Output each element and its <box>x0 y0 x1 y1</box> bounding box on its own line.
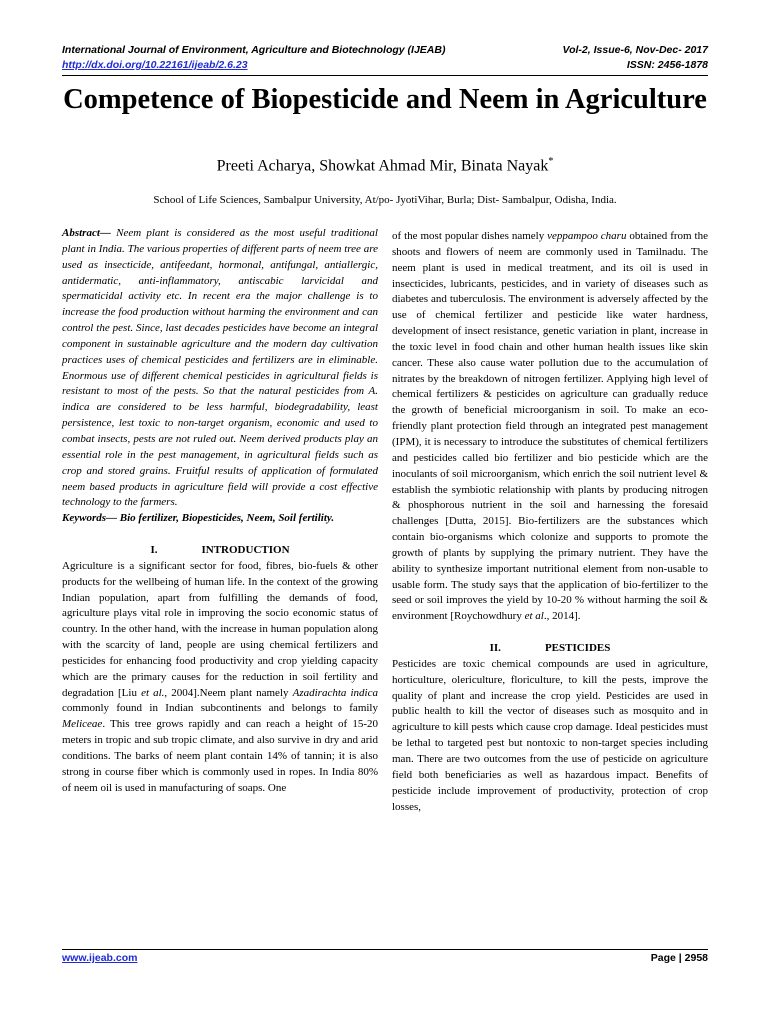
journal-website-link[interactable]: www.ijeab.com <box>62 952 138 964</box>
authors <box>62 152 708 176</box>
doi-link[interactable]: http://dx.doi.org/10.22161/ijeab/2.6.23 <box>62 59 248 71</box>
abstract <box>62 226 378 511</box>
introduction-paragraph: Agriculture is a significant sector for food, fibres, bio-fuels & other products for the wellbeing of human life. In the context of the growing Indian population, apart from fulfilling the demands of food, agriculture plays vital role in improving the socio economic status of country. In the other hand, with the increase in human population along with the scarcity of land, people are using chemical fertilizers and pesticides for enhancing food productivity and crop yielding capacity which are the primary causes for the reduction in soil fertility and degradation [Liu et al., 2004].Neem plant namely Azadirachta indica commonly found in Indian subcontinents and belongs to family Meliceae. This tree grows rapidly and can reach a height of 15-20 meters in tropic and sub tropic climate, and also survive in dry and arid conditions. The barks of neem plant contain 14% of tannin; it is also strong in course fiber which is commonly used in ropes. In India 80% of neem oil is used in manufacturing of soaps. One <box>62 559 378 794</box>
left-column <box>62 226 378 797</box>
paper-title: Competence of Biopesticide and Neem in Agriculture <box>63 84 707 115</box>
abstract-lead: Abstract <box>62 227 100 239</box>
continued-paragraph: of the most popular dishes namely veppampoo charu obtained from the shoots and flowers of neem are commonly used in Tamilnadu. The neem plant is used in medical treatment, and its oil is used in insecticides, lubricants, pesticides, and in variety of diseases such as diabetes and tuberculosis. The environment is adversely affected by the use of chemical fertilizer and pesticide like water hardness, development of insect resistance, genetic variation in plant, increase in the toxic level in food chain and other human health issues like skin cancer. These also cause water pollution due to the accumulation of nitrates by the breakdown of nitrogen fertilizer. Applying high level of chemical fertilizers & pesticides on agriculture can gradually reduce the growth of beneficial microorganism in soil. To make an eco-friendly plant protection field through an integrated pest management (IPM), it is necessary to introduce the substitutes of chemical fertilizers and pesticides called bio fertilizer and bio pesticide which are the inoculants of soil microorganism, which enrich the soil nutrient level & establish the symbiotic relationship with plants by producing nitrogen & phosphorous nutrient in the soil and harnessing the foresaid challenges [Dutta, 2015]. Bio-fertilizers are the substances which contain bio-organisms which colonize and supports to promote the growth of plants by supplying the primary nutrient. They have the ability to synthesize important nutritional element from non-usable to usable form. The study says that the application of bio-fertilizer to the seed or soil improves the yield by 10-20 % without harming the soil & environment [Roychowdhury et al., 2014]. <box>392 230 708 623</box>
spacer <box>392 625 708 641</box>
pesticides-paragraph: Pesticides are toxic chemical compounds are used in agriculture, horticulture, olericulture, floriculture, to kill the pests, improve the quality of plant and increase the crop yield. Pesticides are used in public health to kill the vector of diseases such as mosquito and in agriculture to kill pests which cause crop damage. Ideal pesticides must be lethal to targeted pest but nontoxic to non-target species including man. There are two outcomes from the use of pesticide on agriculture field both beneficiaries as well as hazardous impact. Benefits of pesticide include improvement of productivity, protection of crop losses, <box>392 657 708 813</box>
section-heading-pesticides <box>392 641 708 657</box>
keywords: Keywords— Bio fertilizer, Biopesticides, Neem, Soil fertility. <box>62 512 335 525</box>
volume-issue: Vol-2, Issue-6, Nov-Dec- 2017 <box>562 44 708 56</box>
section-number: II. <box>489 642 501 655</box>
page-number: Page | 2958 <box>650 952 708 964</box>
section-heading-introduction <box>62 543 378 559</box>
footer-rule <box>62 949 708 950</box>
affiliation: School of Life Sciences, Sambalpur University, At/po- JyotiVihar, Burla; Dist- Sambalpur, Odisha, India. <box>153 194 617 206</box>
section-number: I. <box>150 544 158 557</box>
section-title: INTRODUCTION <box>201 544 290 557</box>
footer-row <box>62 952 708 965</box>
journal-name: International Journal of Environment, Agriculture and Biotechnology (IJEAB) <box>62 44 446 56</box>
header-rule <box>62 75 708 76</box>
right-column <box>392 229 708 815</box>
corresponding-mark: * <box>548 156 554 167</box>
issn: ISSN: 2456-1878 <box>626 59 708 71</box>
author-names: Preeti Acharya, Showkat Ahmad Mir, Binata Nayak <box>216 157 549 175</box>
header-row-2 <box>62 59 708 72</box>
abstract-text: Neem plant is considered as the most useful traditional plant in India. The various properties of different parts of neem tree are used as insecticide, antifeedant, hormonal, antifungal, antiallergic, antidermatic, anti-inflammatory, antiscabic larvicidal and spermaticidal activity etc. In recent era the major challenge is to increase the food production without harming the environment and can control the pest. Since, last decades pesticides have become an integral component in sustainable agriculture and the modern day cultivation practices uses of chemical pesticides and fertilizers are in eliminable. Enormous use of different chemical pesticides in agricultural fields is resistant to most of the pests. So that the natural pesticides from A. indica are considered to be less harmful, biodegradability, least persistence, lest toxic to non-target organism, economic and used to combat insects, pests are not ruled out. Neem derived products play an essential role in the pest management, in agricultural fields such as crop and stored grains. Fruitful results of application of formulated neem based products in agriculture field will provide a cost effective technology to the farmers. <box>62 227 378 509</box>
header-row-1 <box>62 44 708 57</box>
section-title: PESTICIDES <box>544 642 611 655</box>
spacer <box>62 527 378 543</box>
abstract-dash: — <box>99 227 117 239</box>
